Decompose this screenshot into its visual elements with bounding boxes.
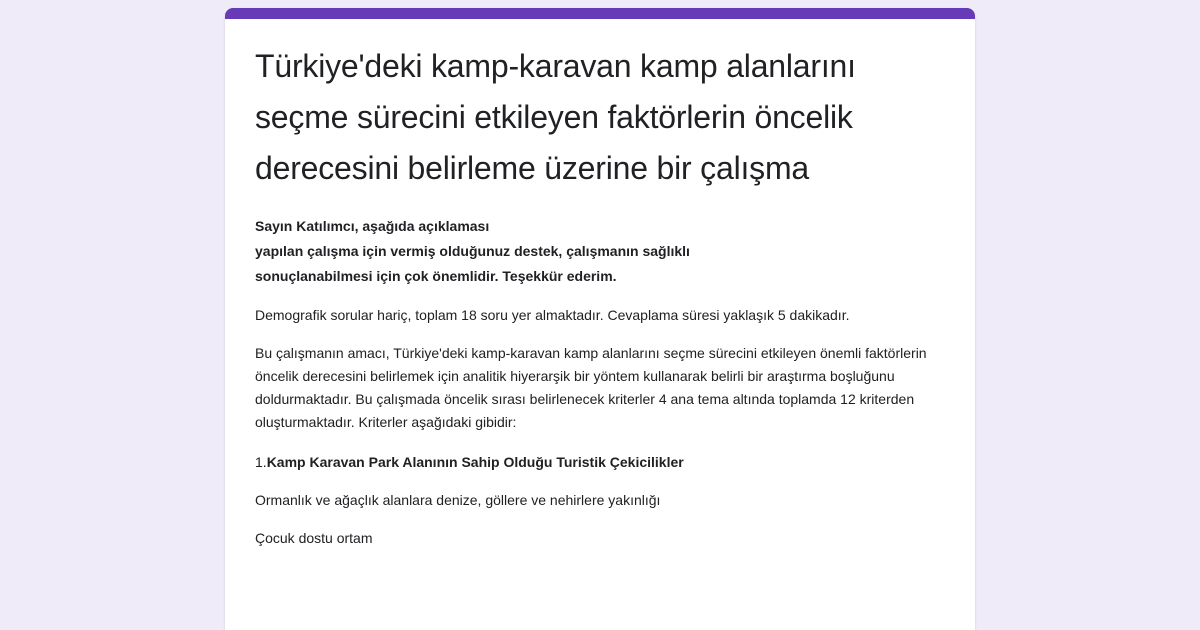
section-title: Kamp Karavan Park Alanının Sahip Olduğu Turistik Çekicilikler [266, 454, 684, 470]
intro-line: Sayın Katılımcı, aşağıda açıklaması [255, 218, 490, 234]
intro-line: yapılan çalışma için vermiş olduğunuz destek, çalışmanın sağlıklı [255, 243, 690, 259]
section-number: 1. [255, 454, 267, 470]
criterion-item: Çocuk dostu ortam [255, 530, 373, 546]
description-purpose: Bu çalışmanın amacı, Türkiye'deki kamp-karavan kamp alanlarını seçme sürecini etkileyen önemli faktörlerin öncelik derecesini belirlemek için analitik hiyerarşik bir yöntem kullanarak belirli bir araştırma boşluğunu doldurmaktadır. Bu çalışmada öncelik sırası belirlenecek kriterler 4 ana tema altında toplamda 12 kriterden oluşturmaktadır. Kriterler aşağıdaki gibidir: [255, 345, 927, 430]
form-accent-bar [225, 8, 975, 19]
form-header-card [225, 8, 975, 630]
criterion-item: Ormanlık ve ağaçlık alanlara denize, göllere ve nehirlere yakınlığı [255, 492, 661, 508]
intro-message [255, 214, 945, 289]
form-title: Türkiye'deki kamp-karavan kamp alanlarını seçme sürecini etkileyen faktörlerin öncelik derecesini belirleme üzerine bir çalışma [255, 48, 856, 186]
description-duration: Demografik sorular hariç, toplam 18 soru yer almaktadır. Cevaplama süresi yaklaşık 5 dakikadır. [255, 307, 850, 323]
criteria-section-heading [255, 451, 945, 474]
form-description-content [255, 41, 945, 550]
intro-line: sonuçlanabilmesi için çok önemlidir. Teşekkür ederim. [255, 268, 617, 284]
